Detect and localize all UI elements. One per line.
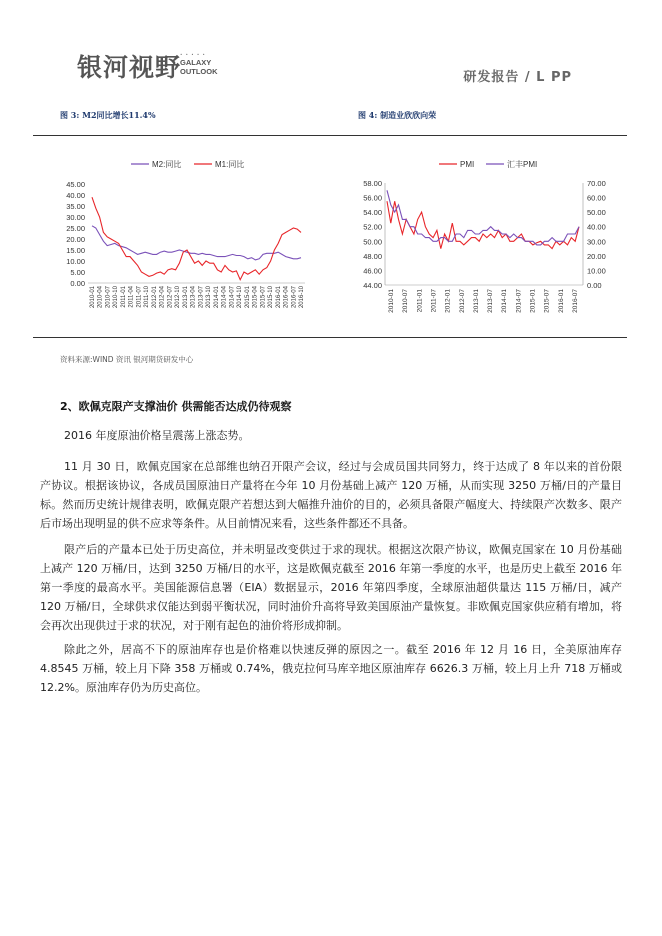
m2-m1-chart [60,150,325,322]
chart1-x-tick: 2016-01 [275,286,282,309]
chart2-x-tick: 2011-07 [430,289,438,313]
chart2-y-tick-right: 40.00 [587,222,606,232]
legend-m1-label: M1:同比 [215,160,245,169]
section-title: 2、欧佩克限产支撑油价 供需能否达成仍待观察 [60,400,292,413]
chart1-y-tick: 20.00 [66,235,85,244]
chart1-y-tick: 25.00 [66,224,85,233]
chart1-x-tick: 2012-01 [151,286,158,309]
chart2-y-tick-left: 50.00 [363,237,382,247]
chart2-x-tick: 2010-01 [388,289,395,313]
chart2-x-tick: 2011-01 [416,289,424,313]
chart1-y-tick: 0.00 [70,279,85,288]
chart2-y-tick-right: 50.00 [587,208,606,218]
top-divider [33,135,627,136]
chart1-x-tick: 2013-01 [182,286,189,309]
chart1-x-tick: 2016-07 [291,286,298,309]
logo-english-line-1: GALAXY [180,58,212,67]
chart2-y-tick-right: 70.00 [587,179,606,188]
chart1-x-tick: 2014-01 [213,286,220,309]
paragraph-2: 11 月 30 日，欧佩克国家在总部维也纳召开限产会议，经过与会成员国共同努力，终于达成了 8 年以来的首份限产协议。根据该协议，各成员国原油日产量将在今年 10 月份基础上减产 120 万桶，从而实现 3250 万桶/日的产量目标。然而历史统计规律表明，欧佩克限产若想达到大幅推升油价的目的，必须具备限产幅度大、持续限产次数多、限产后市场出现明显的供不应求等条件。从目前情况来看，这些条件都还不具备。 [40,460,622,530]
logo-english [180,58,218,76]
chart2-y-tick-left: 44.00 [363,281,382,290]
chart1-x-tick: 2010-07 [105,286,112,309]
chart1-y-tick: 30.00 [66,213,85,222]
chart1-x-tick: 2011-04 [128,286,135,308]
chart2-x-tick: 2014-01 [501,289,509,313]
chart1-x-tick: 2010-04 [97,286,104,309]
chart1-x-tick: 2011-10 [144,286,151,308]
chart1-x-tick: 2015-01 [244,286,251,309]
m2-series-line [92,226,301,260]
pmi-chart [355,150,625,322]
legend-pmi-label: PMI [460,160,475,169]
chart2-x-tick: 2016-01 [557,289,565,313]
chart1-x-tick: 2010-01 [90,286,96,309]
chart2-y-tick-right: 10.00 [587,266,606,276]
chart1-y-tick: 45.00 [66,180,85,189]
chart2-x-tick: 2015-07 [543,289,551,313]
chart1-x-tick: 2013-04 [190,286,197,309]
logo-decoration: • • • • • [180,52,206,57]
hsbc-pmi-series-line [387,190,579,245]
chart1-x-tick: 2012-04 [159,286,166,309]
chart1-y-tick: 10.00 [66,257,85,266]
chart2-y-tick-left: 56.00 [363,193,382,203]
chart2-y-tick-left: 48.00 [363,251,382,261]
chart1-x-tick: 2011-07 [136,286,143,308]
m1-series-line [92,197,301,280]
chart1-y-tick: 15.00 [66,246,85,255]
chart1-y-tick: 5.00 [70,268,85,277]
chart2-y-tick-right: 60.00 [587,193,606,203]
legend-m2-label: M2:同比 [152,160,182,169]
chart1-legend [131,159,244,169]
chart2-x-tick: 2016-07 [572,289,579,313]
legend-hsbc-label: 汇丰PMI [507,160,538,169]
chart1-x-tick: 2014-04 [221,286,228,309]
chart1-x-tick: 2016-04 [283,286,290,309]
chart2-y-tick-left: 54.00 [363,208,382,218]
chart1-x-tick: 2010-10 [113,286,120,309]
chart1-x-tick: 2011-01 [120,286,127,308]
chart2-y-tick-left: 46.00 [363,266,382,276]
figure-3-caption: 图 3: M2同比增长11.4% [60,110,156,120]
logo-text: 银河视野 [77,53,182,82]
figure-source: 资料来源:WIND 资讯 银河期货研发中心 [60,355,194,364]
bottom-divider [33,337,627,338]
chart2-x-tick: 2012-07 [458,289,466,313]
chart1-x-tick: 2013-10 [206,286,213,309]
chart1-x-tick: 2015-04 [252,286,259,309]
chart2-x-tick: 2013-07 [487,289,495,313]
chart1-x-tick: 2012-10 [175,286,182,309]
logo-english-line-2: OUTLOOK [180,67,218,76]
chart1-x-tick: 2016-10 [299,286,305,309]
paragraph-4: 除此之外，居高不下的原油库存也是价格难以快速反弹的原因之一。截至 2016 年 12 月 16 日，全美原油库存 4.8545 万桶，较上月下降 358 万桶或 0.74%，俄克拉何马库辛地区原油库存 6626.3 万桶，较上月上升 718 万桶或 12.2%。原油库存仍为历史高位。 [40,643,622,694]
chart2-y-tick-right: 20.00 [587,251,606,261]
figure-4-caption: 图 4: 制造业欣欣向荣 [358,110,437,120]
chart1-y-tick: 35.00 [66,202,85,211]
chart2-y-tick-right: 30.00 [587,237,606,247]
chart2-x-tick: 2013-01 [472,289,480,313]
chart1-x-tick: 2014-07 [229,286,236,309]
pmi-series-line [387,201,579,248]
chart1-x-tick: 2015-07 [260,286,267,309]
chart2-x-tick: 2015-01 [529,289,537,313]
chart2-y-tick-left: 52.00 [363,222,382,232]
chart2-x-tick: 2010-07 [402,289,410,313]
paragraph-3: 限产后的产量本已处于历史高位，并未明显改变供过于求的现状。根据这次限产协议，欧佩克国家在 10 月份基础上减产 120 万桶/日，达到 3250 万桶/日的水平，这是欧佩克截至 2016 年第一季度的水平，也是历史上截至 2016 年第一季度的最高水平。美国能源信息署（EIA）数据显示，2016 年第四季度，全球原油超供量达 115 万桶/日，减产 120 万桶/日，全球供求仅能达到弱平衡状况，同时油价升高将导致美国原油产量恢复。非欧佩克国家供应稍有增加，将会再次出现供过于求的状况，对于刚有起色的油价将形成抑制。 [40,543,622,632]
paragraph-1: 2016 年度原油价格呈震荡上涨态势。 [64,429,250,442]
chart1-x-tick: 2015-10 [268,286,275,309]
chart1-x-tick: 2013-07 [198,286,205,309]
chart1-y-tick: 40.00 [66,191,85,200]
chart2-legend [439,159,537,169]
report-type: 研发报告 / L PP [463,70,572,85]
chart1-x-tick: 2012-07 [167,286,174,309]
chart2-y-tick-left: 58.00 [363,179,382,188]
chart1-x-tick: 2014-10 [237,286,244,309]
chart2-x-tick: 2012-01 [444,289,452,313]
chart2-y-tick-right: 0.00 [587,281,602,290]
chart2-x-tick: 2014-07 [515,289,523,313]
